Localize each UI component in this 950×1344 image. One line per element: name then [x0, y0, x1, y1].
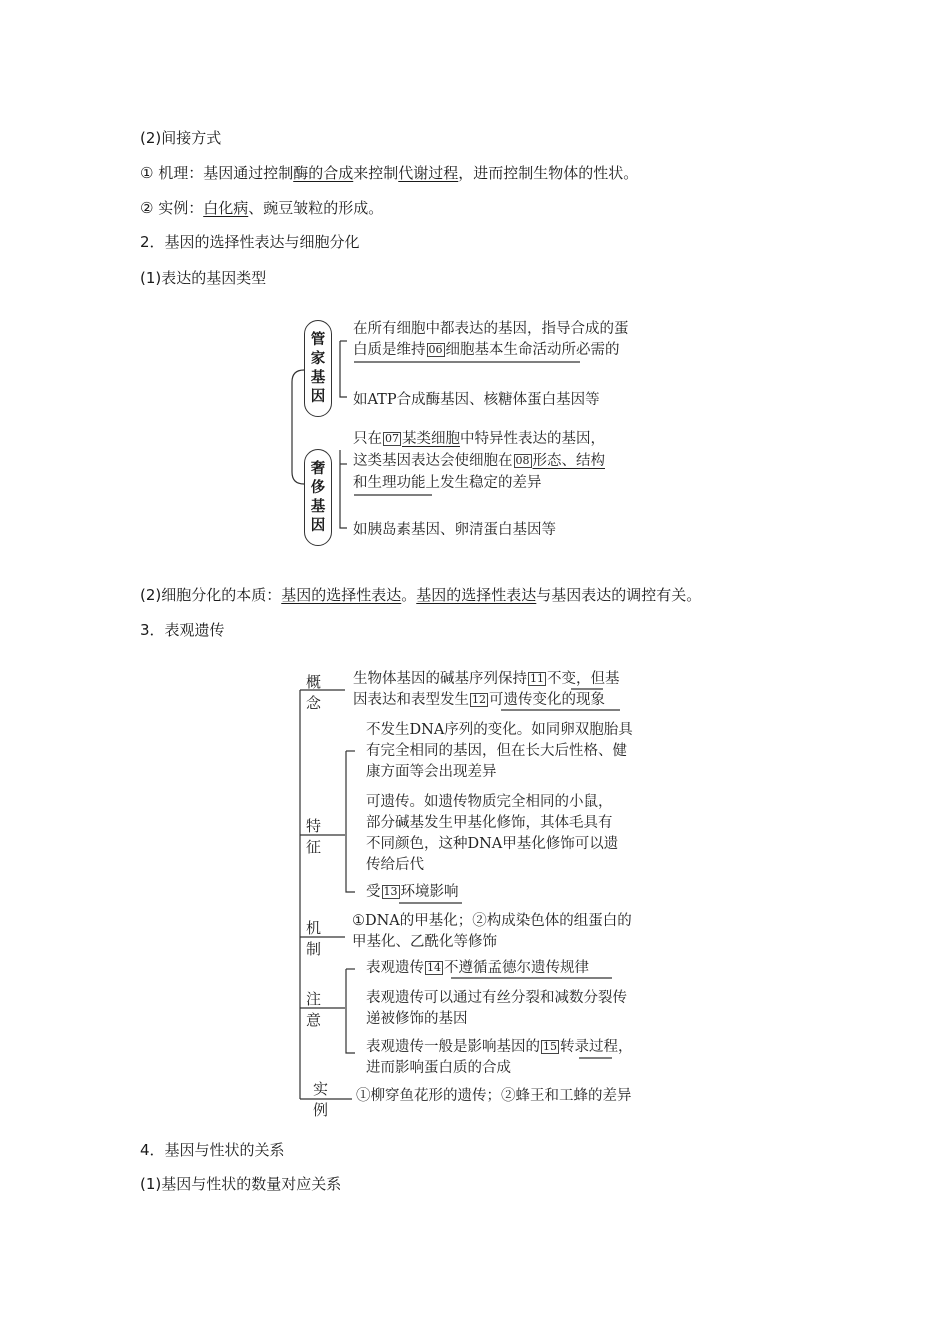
blank-number-08: 08 — [515, 454, 530, 467]
section-heading-gene-expression: 2．基因的选择性表达与细胞分化 — [140, 233, 360, 251]
feature-1-line-1: 不发生DNA序列的变化。如同卵双胞胎具 — [366, 722, 633, 738]
concept-line-1: 生物体基因的碱基序列保持 11 不变，但基 — [353, 671, 620, 687]
luxury-desc-2: 这类基因表达会使细胞在 08 形态、结构 — [353, 453, 605, 469]
mechanism-prefix: ① 机理： — [140, 164, 204, 182]
label-concept: 概念 — [306, 673, 322, 712]
note-2-line-2: 递被修饰的基因 — [366, 1011, 468, 1027]
answer-transcription: 转录 — [560, 1039, 589, 1055]
note-2-line-1: 表观遗传可以通过有丝分裂和减数分裂传 — [366, 990, 627, 1006]
feature-2-line-1: 可遗传。如遗传物质完全相同的小鼠， — [366, 794, 613, 810]
mechanism-text-3: ，进而控制生物体的性状。 — [458, 164, 639, 182]
answer-environment: 环境影响 — [400, 884, 459, 900]
housekeeping-gene-label: 管 家 基 因 — [304, 320, 332, 417]
housekeeping-desc-1: 在所有细胞中都表达的基因，指导合成的蛋 — [353, 321, 629, 337]
concept-line-2: 因表达和表型发生 12 可遗传变化的现象 — [353, 692, 605, 708]
example-text: 、豌豆皱粒的形成。 — [248, 199, 384, 217]
mechanism-line-2: 甲基化、乙酰化等修饰 — [352, 934, 497, 950]
note-3-line-2: 进而影响蛋白质的合成 — [366, 1060, 511, 1076]
housekeeping-examples: 如ATP合成酶基因、核糖体蛋白基因等 — [353, 392, 600, 408]
mechanism-text-2: 来控制 — [353, 164, 399, 182]
subheading-gene-types: (1)表达的基因类型 — [140, 269, 267, 287]
housekeeping-desc-2: 白质是维持 06 细胞基本生命活动所必需的 — [353, 342, 620, 358]
luxury-desc-1: 只在 07 某类细胞中特异性表达的基因， — [353, 431, 605, 447]
answer-physiological-function: 和生理功能 — [353, 475, 426, 491]
feature-2-line-3: 不同颜色，这种DNA甲基化修饰可以遗 — [366, 836, 619, 852]
answer-unchanged: 不变 — [547, 671, 576, 687]
note-1: 表观遗传 14 不遵循孟德尔遗传规律 — [366, 960, 589, 976]
answer-selective-expression-1: 基因的选择性表达 — [281, 586, 402, 604]
section-heading-indirect: (2)间接方式 — [140, 129, 222, 147]
mechanism-line-1: ①DNA的甲基化；②构成染色体的组蛋白的 — [352, 913, 632, 929]
label-notes: 注意 — [306, 990, 322, 1029]
answer-metabolic-process: 代谢过程 — [398, 164, 459, 182]
section-heading-gene-trait: 4．基因与性状的关系 — [140, 1141, 285, 1159]
answer-certain-cells: 某类细胞 — [402, 431, 460, 447]
section-heading-epigenetics: 3．表观遗传 — [140, 621, 225, 639]
subheading-quantity-relation: (1)基因与性状的数量对应关系 — [140, 1175, 342, 1193]
examples-text: ①柳穿鱼花形的遗传；②蜂王和工蜂的差异 — [356, 1088, 632, 1104]
label-features: 特征 — [306, 817, 322, 856]
luxury-examples: 如胰岛素基因、卵清蛋白基因等 — [353, 522, 556, 538]
blank-number-07: 07 — [385, 432, 399, 445]
luxury-desc-3: 和生理功能上发生稳定的差异 — [353, 475, 542, 491]
luxury-gene-label: 奢 侈 基 因 — [304, 449, 332, 546]
label-examples: 实例 — [313, 1080, 329, 1119]
answer-heritable-change: 可遗传变化的现象 — [489, 692, 605, 708]
label-mechanism: 机制 — [306, 919, 322, 958]
example-prefix: ② 实例： — [140, 199, 204, 217]
blank-number-11: 11 — [530, 672, 544, 685]
answer-not-mendelian: 不遵循孟德尔遗传规律 — [444, 960, 589, 976]
answer-enzyme-synthesis: 酶的合成 — [293, 164, 354, 182]
blank-number-15: 15 — [543, 1040, 557, 1053]
blank-number-13: 13 — [383, 885, 398, 898]
differentiation-essence: (2)细胞分化的本质：基因的选择性表达。基因的选择性表达与基因表达的调控有关。 — [140, 586, 702, 604]
answer-selective-expression-2: 基因的选择性表达 — [416, 586, 537, 604]
blank-number-14: 14 — [427, 961, 441, 974]
note-3-line-1: 表观遗传一般是影响基因的 15 转录过程， — [366, 1039, 633, 1055]
feature-3: 受 13 环境影响 — [366, 884, 459, 900]
answer-albinism: 白化病 — [203, 199, 249, 217]
feature-1-line-3: 康方面等会出现差异 — [366, 764, 497, 780]
mechanism-text-1: 基因通过控制 — [203, 164, 294, 182]
blank-number-12: 12 — [472, 693, 486, 706]
feature-2-line-2: 部分碱基发生甲基化修饰，其体毛具有 — [366, 815, 613, 831]
feature-1-line-2: 有完全相同的基因，但在长大后性格、健 — [366, 743, 627, 759]
feature-2-line-4: 传给后代 — [366, 857, 424, 873]
answer-basic-life-activity: 细胞基本生命活动 — [445, 342, 562, 358]
answer-morphology-structure: 形态、结构 — [532, 453, 605, 469]
blank-number-06: 06 — [428, 343, 443, 356]
